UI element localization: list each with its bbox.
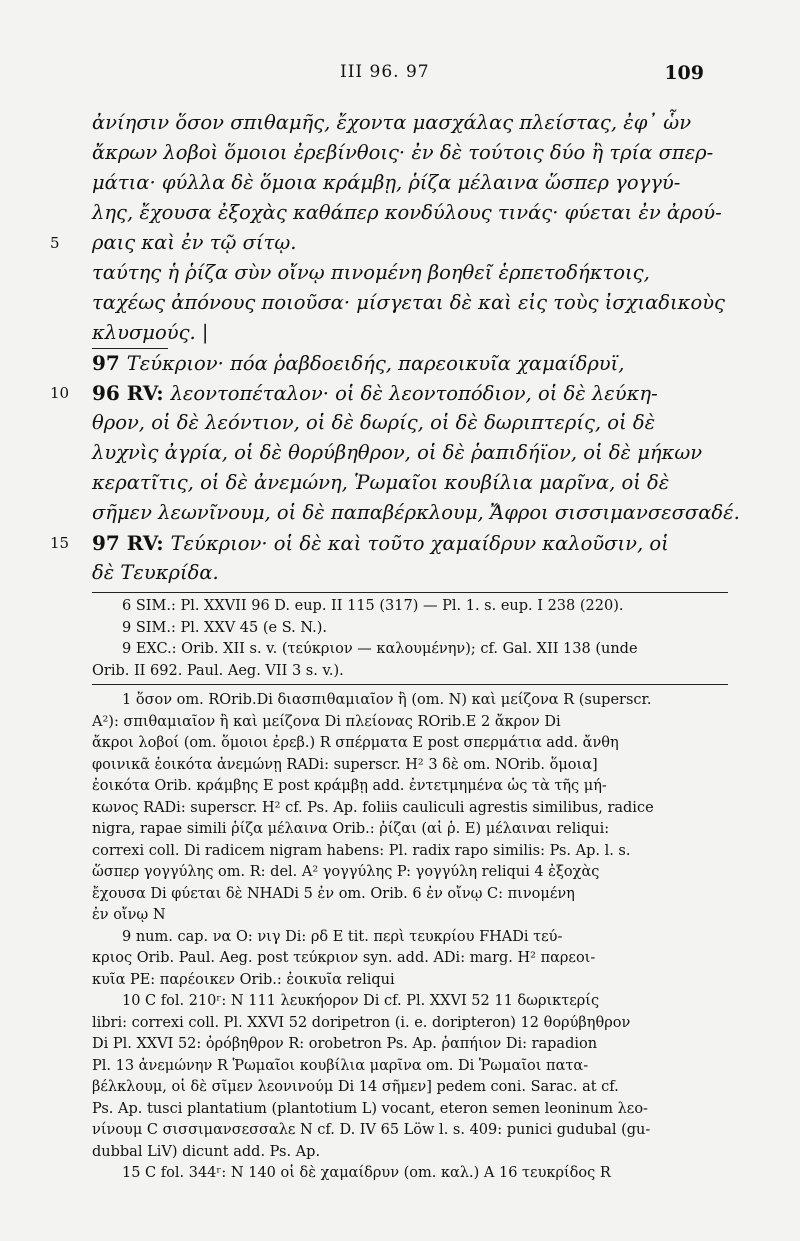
apparatus-line: κριος Orib. Paul. Aeg. post τεύκριον syn. add. ADi: marg. H² παρεοι- xyxy=(92,950,596,966)
apparatus-line: 15 C fol. 344ʳ: N 140 οἱ δὲ χαμαίδρυν (om. καλ.) A 16 τευκρίδος R xyxy=(122,1165,611,1181)
line-text: ραις καὶ ἐν τῷ σίτῳ. xyxy=(92,231,297,254)
section-marker: 97 RV: xyxy=(92,531,171,555)
text-line xyxy=(92,348,728,378)
source-line: Orib. II 692. Paul. Aeg. VII 3 s. v.). xyxy=(92,662,344,679)
text-line xyxy=(92,288,728,318)
line-text: θρον, οἱ δὲ λεόντιον, οἱ δὲ δωρίς, οἱ δὲ δωριπτερίς, οἱ δὲ xyxy=(92,411,656,434)
line-text: κλυσμούς. | xyxy=(92,321,209,344)
apparatus-line: correxi coll. Di radicem nigram habens: Pl. radix rapo similis: Ps. Ap. l. s. xyxy=(92,842,631,859)
apparatus-line: 10 C fol. 210ʳ: N 111 λευκήορον Di cf. Pl. XXVI 52 11 δωρικτερίς xyxy=(122,993,600,1009)
line-text: μάτια· φύλλα δὲ ὅμοια κράμβῃ, ῥίζα μέλαινα ὥσπερ γογγύ- xyxy=(92,171,681,194)
text-line xyxy=(92,168,728,198)
line-text: κερατῖτις, οἱ δὲ ἀνεμώνη, Ῥωμαῖοι κουβίλια μαρῖνα, οἱ δὲ xyxy=(92,471,670,494)
apparatus-line: Pl. 13 ἀνεμώνην R Ῥωμαῖοι κουβίλια μαρῖνα om. Di Ῥωμαῖοι πατα- xyxy=(92,1057,589,1074)
sources-divider xyxy=(92,592,728,593)
sources-block xyxy=(92,596,728,682)
apparatus-line: Di Pl. XXVI 52: ὀρόβηθρον R: orobetron Ps. Ap. ῥαπήιον Di: rapadion xyxy=(92,1036,598,1052)
apparatus-line: ἔχουσα Di φύεται δὲ NHADi 5 ἐν om. Orib. 6 ἐν οἴνῳ C: πινομένη xyxy=(92,885,575,902)
apparatus-line: Ps. Ap. tusci plantatium (plantotium L) vocant, eteron semen leoninum λεο- xyxy=(92,1100,648,1117)
text-line xyxy=(50,228,728,258)
apparatus-line: νίνουμ C σισσιμανσεσσαλε N cf. D. IV 65 Löw l. s. 409: punici gudubal (gu- xyxy=(92,1122,651,1138)
line-text: ἄκρων λοβοὶ ὅμοιοι ἐρεβίνθοις· ἐν δὲ τούτοις δύο ἢ τρία σπερ- xyxy=(92,141,714,164)
apparatus-line: ὥσπερ γογγύλης om. R: del. A² γογγύλης P: γογγύλη reliqui 4 ἐξοχὰς xyxy=(92,864,600,880)
text-line xyxy=(92,438,728,468)
text-line xyxy=(50,528,728,558)
line-text: λης, ἔχουσα ἐξοχὰς καθάπερ κονδύλους τινάς· φύεται ἐν ἀρού- xyxy=(92,201,722,224)
source-line: 9 SIM.: Pl. XXV 45 (e S. N.). xyxy=(122,619,327,636)
text-line xyxy=(92,258,728,288)
apparatus-line: ἄκροι λοβοί (om. ὅμοιοι ἐρεβ.) R σπέρματα E post σπερμάτια add. ἄνθη xyxy=(92,735,619,751)
text-line xyxy=(92,108,728,138)
line-text: ταύτης ἡ ῥίζα σὺν οἴνῳ πινομένη βοηθεῖ ἑρπετοδήκτοις, xyxy=(92,261,650,284)
apparatus-line: κυῖα PE: παρέοικεν Orib.: ἐοικυῖα reliqui xyxy=(92,971,395,988)
apparatus-line: 1 ὅσον om. ROrib.Di διασπιθαμιαῖον ἢ (om. N) καὶ μείζονα R (superscr. xyxy=(122,692,652,708)
line-text: λεοντοπέταλον· οἱ δὲ λεοντοπόδιον, οἱ δὲ λεύκη- xyxy=(170,382,658,405)
line-text: δὲ Τευκρίδα. xyxy=(92,561,219,584)
apparatus-line: A²): σπιθαμιαῖον ἢ καὶ μείζονα Di πλείονας ROrib.E 2 ἄκρον Di xyxy=(92,713,561,730)
line-text: ταχέως ἀπόνους ποιοῦσα· μίσγεται δὲ καὶ εἰς τοὺς ἰσχιαδικοὺς xyxy=(92,291,725,314)
apparatus-line: φοινικᾶ ἐοικότα ἀνεμώνῃ RADi: superscr. H² 3 δὲ om. NOrib. ὅμοια] xyxy=(92,756,598,773)
apparatus-line: βέλκλουμ, οἱ δὲ σῖμεν λεονινούμ Di 14 σῆμεν] pedem coni. Sarac. at cf. xyxy=(92,1079,619,1095)
apparatus-line: libri: correxi coll. Pl. XXVI 52 doripetron (i. e. doripteron) 12 θορύβηθρον xyxy=(92,1014,631,1031)
source-line: 9 EXC.: Orib. XII s. v. (τεύκριον — καλουμένην); cf. Gal. XII 138 (unde xyxy=(122,641,638,657)
apparatus-line: ἐοικότα Orib. κράμβης E post κράμβῃ add. ἐντετμημένα ὡς τὰ τῆς μή- xyxy=(92,778,607,794)
apparatus-line: dubbal LiV) dicunt add. Ps. Ap. xyxy=(92,1143,321,1160)
text-line xyxy=(92,138,728,168)
text-line xyxy=(92,198,728,228)
page-number: 109 xyxy=(664,62,704,84)
line-number: 15 xyxy=(50,534,70,552)
section-marker: 97 xyxy=(92,351,127,375)
running-head: III 96. 97 xyxy=(340,62,430,82)
apparatus-line: κωνος RADi: superscr. H² cf. Ps. Ap. foliis cauliculi agrestis similibus, radice xyxy=(92,799,654,816)
text-line xyxy=(50,378,728,408)
source-line: 6 SIM.: Pl. XXVII 96 D. eup. II 115 (317) — Pl. 1. s. eup. I 238 (220). xyxy=(122,598,624,614)
line-text: Τεύκριον· πόα ῥαβδοειδής, παρεοικυῖα χαμαίδρυϊ, xyxy=(126,352,625,375)
page-header xyxy=(0,62,800,92)
apparatus-line: 9 num. cap. να O: νιγ Di: ρδ E tit. περὶ τευκρίου FHADi τεύ- xyxy=(122,928,563,945)
line-text: σῆμεν λεωνῖνουμ, οἱ δὲ παπαβέρκλουμ, Ἄφροι σισσιμανσεσσαδέ. xyxy=(92,501,740,524)
apparatus-block xyxy=(92,690,728,1185)
apparatus-divider xyxy=(92,684,728,685)
short-divider xyxy=(92,348,168,349)
text-line xyxy=(92,468,728,498)
line-number: 5 xyxy=(50,234,60,252)
text-line xyxy=(92,318,728,348)
text-line xyxy=(92,558,728,588)
apparatus-line: ἐν οἴνῳ N xyxy=(92,907,166,923)
apparatus-line: nigra, rapae simili ῥίζα μέλαινα Orib.: ῥίζαι (αἱ ῥ. E) μέλαιναι reliqui: xyxy=(92,821,610,837)
line-text: Τεύκριον· οἱ δὲ καὶ τοῦτο χαμαίδρυν καλοῦσιν, οἱ xyxy=(170,532,669,555)
text-line xyxy=(92,498,740,528)
text-line xyxy=(92,408,728,438)
line-text: λυχνὶς ἀγρία, οἱ δὲ θορύβηθρον, οἱ δὲ ῥαπιδήϊον, οἱ δὲ μήκων xyxy=(92,441,703,464)
line-number: 10 xyxy=(50,384,70,402)
section-marker: 96 RV: xyxy=(92,381,171,405)
main-text xyxy=(50,108,740,588)
line-text: ἀνίησιν ὅσον σπιθαμῆς, ἔχοντα μασχάλας πλείστας, ἐφ᾽ ὧν xyxy=(92,111,692,134)
